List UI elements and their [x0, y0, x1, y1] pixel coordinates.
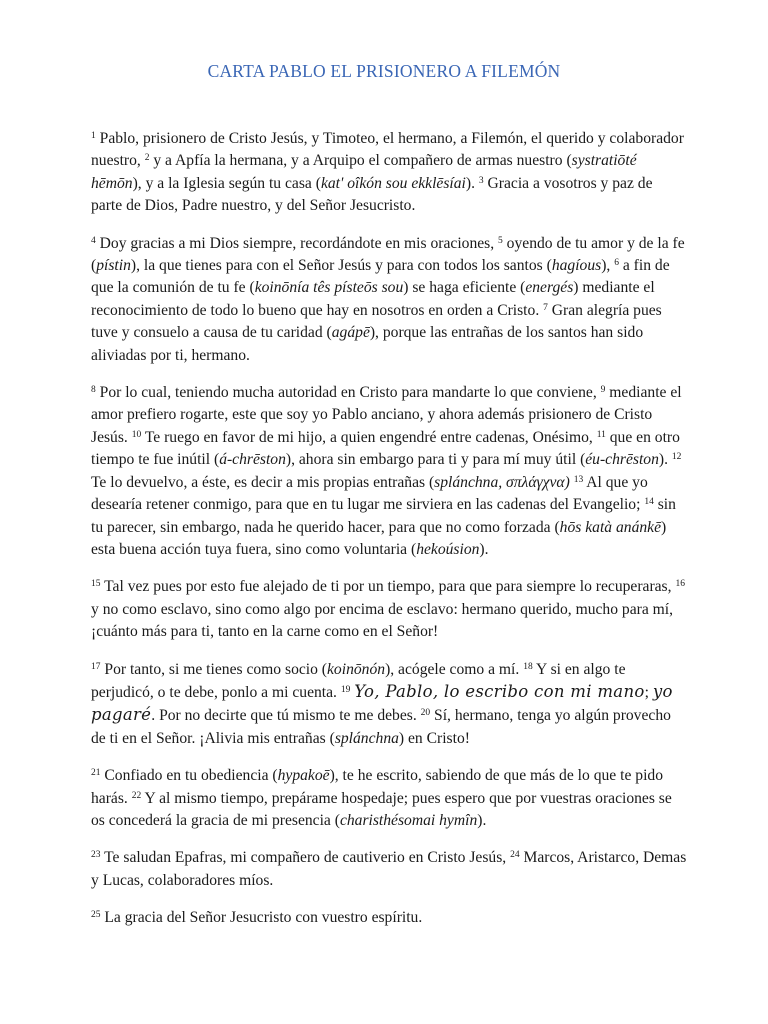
paragraph-text: ), te he escrito, sabiendo de que más de lo que te pido harás.	[91, 767, 663, 807]
paragraph	[91, 128, 687, 218]
paragraph-text: Y al mismo tiempo, prepárame hospedaje; pues espero que por vuestras oraciones se os concederá la gracia de mi presencia (	[91, 789, 672, 829]
verse-number: 22	[131, 790, 142, 801]
greek-term: kat' oîkón sou ekklēsíai	[320, 174, 466, 192]
paragraph-text: mediante el amor prefiero rogarte, este que soy yo Pablo anciano, y ahora además prisionero de Cristo Jesús.	[91, 384, 682, 446]
verse-number: 6	[614, 258, 619, 269]
verse-number: 25	[91, 910, 101, 921]
paragraph-text: oyendo de tu amor y de la fe (	[91, 234, 685, 275]
greek-term: hypakoē	[277, 767, 330, 785]
verse-number: 14	[644, 497, 654, 508]
page-title: CARTA PABLO EL PRISIONERO A FILEMÓN	[207, 61, 561, 81]
paragraph-text: Sí, hermano, tenga yo algún provecho de ti en el Señor. ¡Alivia mis entrañas (	[91, 707, 671, 747]
paragraph-text: Doy gracias a mi Dios siempre, recordándote en mis oraciones,	[95, 234, 499, 252]
paragraph-text: Te saludan Epafras, mi compañero de cautiverio en Cristo Jesús,	[100, 849, 511, 867]
paragraph-text: Confiado en tu obediencia (	[100, 767, 278, 785]
paragraph-text: que en otro tiempo te fue inútil (	[91, 428, 680, 469]
verse-number: 8	[91, 385, 96, 396]
paragraph-text: ) esta buena acción tuya fuera, sino como voluntaria (	[91, 518, 667, 558]
paragraph-text: ), porque las entrañas de los santos han sido aliviadas por ti, hermano.	[91, 324, 644, 364]
paragraph-text: . Por no decirte que tú mismo te me debes.	[151, 707, 421, 725]
verse-number: 10	[131, 429, 142, 440]
paragraph-text: ) mediante el reconocimiento de todo lo bueno que hay en nosotros en orden a Cristo.	[91, 279, 655, 319]
paragraph-text: Te lo devuelvo, a éste, es decir a mis propias entrañas (	[91, 473, 435, 491]
paragraph-text: ), la que tienes para con el Señor Jesús y para con todos los santos (	[130, 257, 552, 275]
greek-term: hekoúsion	[416, 540, 480, 558]
verse-number: 2	[144, 153, 150, 164]
paragraph-text: Te ruego en favor de mi hijo, a quien engendré entre cadenas, Onésimo,	[141, 428, 597, 446]
paragraph-text: ).	[479, 540, 489, 558]
greek-term: splánchna, σπλάγχνα)	[434, 473, 570, 491]
paragraph-text: ) se haga eficiente (	[403, 279, 526, 297]
paragraph-text: a fin de que la comunión de tu fe (	[91, 257, 670, 297]
verse-number: 12	[671, 452, 682, 463]
paragraph	[91, 233, 687, 367]
paragraph-text: ;	[644, 683, 653, 701]
verse-number: 9	[600, 385, 606, 396]
handwritten-text: Yo, Pablo, lo escribo con mi mano	[354, 681, 645, 701]
paragraph-text: ), y a la Iglesia según tu casa (	[132, 174, 321, 192]
greek-term: energés	[525, 279, 574, 297]
handwritten-text: yo pagaré	[91, 681, 673, 725]
verse-number: 21	[91, 768, 101, 779]
paragraph	[91, 847, 687, 892]
greek-term: charisthésomai hymîn	[339, 811, 478, 829]
paragraph-text: ).	[477, 811, 487, 829]
greek-term: hagíous	[551, 257, 602, 275]
greek-term: á-chrēston	[219, 451, 286, 469]
verse-number: 20	[420, 708, 431, 719]
verse-number: 7	[543, 302, 548, 313]
verse-number: 23	[91, 850, 101, 861]
verse-number: 18	[523, 661, 533, 672]
paragraph-text: ) en Cristo!	[398, 729, 470, 747]
paragraph	[91, 907, 687, 929]
verse-number: 4	[91, 235, 96, 246]
verse-number: 17	[91, 661, 101, 672]
paragraph-text: Pablo, prisionero de Cristo Jesús, y Timoteo, el hermano, a Filemón, el querido y colaborador nuestro,	[91, 130, 684, 170]
paragraph-text: La gracia del Señor Jesucristo con vuestro espíritu.	[100, 909, 423, 927]
verse-number: 19	[340, 684, 351, 695]
greek-term: hōs katà anánkē	[559, 518, 662, 536]
verse-number: 3	[478, 175, 484, 186]
greek-term: agápē	[331, 324, 370, 342]
greek-term: pístin	[96, 257, 131, 275]
greek-term: éu-chrēston	[585, 451, 659, 469]
paragraph-text: Gran alegría pues tuve y consuelo a causa de tu caridad (	[91, 301, 662, 342]
paragraph-text: y a Apfía la hermana, y a Arquipo el compañero de armas nuestro (	[149, 152, 572, 170]
paragraph-text: ),	[601, 257, 615, 275]
greek-term: koinōnón	[327, 660, 386, 678]
verse-number: 5	[498, 235, 503, 246]
paragraph	[91, 382, 687, 561]
paragraph-text: ), acógele como a mí.	[385, 660, 524, 678]
verse-number: 15	[91, 579, 101, 590]
letter-body	[91, 128, 687, 945]
paragraph-text: ), ahora sin embargo para ti y para mí muy útil (	[285, 451, 586, 469]
verse-number: 24	[510, 850, 520, 861]
paragraph-text: ).	[465, 174, 479, 192]
paragraph	[91, 659, 687, 751]
paragraph-text: Por lo cual, teniendo mucha autoridad en Cristo para mandarte lo que conviene,	[95, 384, 601, 402]
paragraph-text: Tal vez pues por esto fue alejado de ti por un tiempo, para que para siempre lo recuperaras,	[100, 578, 676, 596]
verse-number: 16	[675, 579, 685, 590]
paragraph-text: Por tanto, si me tienes como socio (	[100, 660, 328, 678]
paragraph-text: Gracia a vosotros y paz de parte de Dios, Padre nuestro, y del Señor Jesucristo.	[91, 174, 653, 215]
paragraph	[91, 765, 687, 832]
paragraph-text: sin tu parecer, sin embargo, nada he querido hacer, para que no como forzada (	[91, 496, 676, 536]
paragraph-text: Y si en algo te perjudicó, o te debe, ponlo a mi cuenta.	[91, 660, 626, 701]
verse-number: 13	[573, 474, 584, 485]
paragraph-text: ).	[658, 451, 672, 469]
paragraph	[91, 576, 687, 643]
paragraph-text: Al que yo desearía retener conmigo, para que en tu lugar me sirviera en las cadenas del Evangelio;	[91, 473, 648, 514]
greek-term: koinōnía tês písteōs sou	[254, 279, 404, 297]
verse-number: 11	[596, 429, 606, 440]
greek-term: splánchna	[334, 729, 399, 747]
paragraph-text: Marcos, Aristarco, Demas y Lucas, colaboradores míos.	[91, 849, 687, 889]
greek-term: systratiōté hēmōn	[91, 152, 637, 192]
verse-number: 1	[91, 131, 96, 141]
paragraph-text: y no como esclavo, sino como algo por encima de esclavo: hermano querido, mucho para mí, ¡cuánto más para ti, tanto en la carne como en el Señor!	[91, 600, 673, 641]
